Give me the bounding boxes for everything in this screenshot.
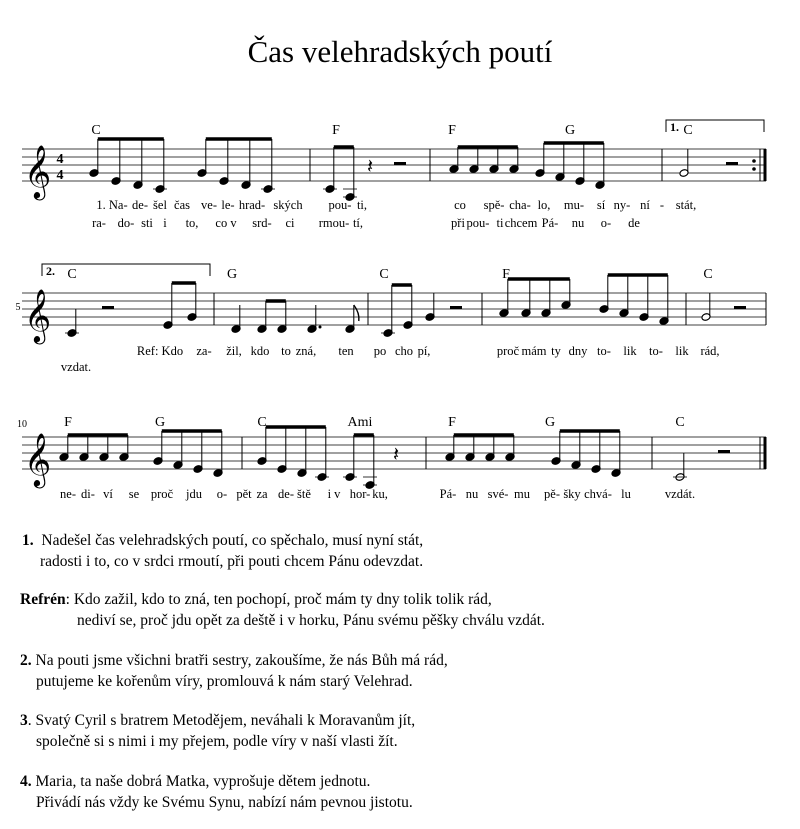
lyric-syllable: -	[659, 198, 665, 212]
lyric-syllable: le-	[221, 198, 235, 212]
lyric-syllable: lo,	[537, 198, 551, 212]
lyric-syllable: chcem	[504, 216, 538, 230]
verse-number: 3.	[20, 712, 32, 729]
lyric-syllable: vzdat.	[60, 360, 92, 374]
lyric-syllable: i	[163, 216, 167, 230]
chord-symbol: F	[332, 123, 340, 138]
verse-line: Svatý Cyril s bratrem Metodějem, neváhali k Moravanům jít,	[35, 712, 416, 729]
lyric-syllable: o-	[600, 216, 612, 230]
lyric-syllable: ště	[297, 487, 311, 501]
lyric-syllable: i v	[327, 487, 341, 501]
volta-number: 1.	[670, 120, 679, 134]
lyric-syllable: ní	[640, 198, 650, 212]
chord-symbol: C	[683, 123, 693, 138]
lyric-syllable: de	[628, 216, 640, 230]
chord-symbol: F	[448, 415, 456, 430]
lyric-syllable: ku,	[372, 487, 388, 501]
chord-symbol: C	[257, 415, 267, 430]
lyric-syllable: hrad-	[238, 198, 266, 212]
lyric-syllable: zná,	[295, 344, 317, 358]
lyric-syllable: to	[281, 344, 291, 358]
lyric-syllable: čas	[174, 198, 190, 212]
lyric-syllable: ten	[338, 344, 354, 358]
verse-line: Přivádí nás vždy ke Svému Synu, nabízí nám pevnou jistotu.	[36, 794, 413, 811]
song-title: Čas velehradských poutí	[247, 34, 553, 69]
lyric-syllable: di-	[81, 487, 95, 501]
lyric-syllable: se	[128, 487, 140, 501]
lyric-syllable: do-	[117, 216, 135, 230]
lyric-syllable: lik	[623, 344, 637, 358]
verse-4	[20, 771, 413, 813]
lyric-syllable: mám	[521, 344, 547, 358]
flag	[354, 305, 359, 321]
lyric-syllable: ve-	[201, 198, 217, 212]
chord-symbol: G	[564, 123, 576, 138]
half-rest	[450, 306, 462, 309]
chord-symbol: C	[703, 267, 713, 282]
lyric-syllable: za	[256, 487, 268, 501]
lyric-syllable: cha-	[509, 198, 531, 212]
lyric-syllable: to-	[649, 344, 663, 358]
lyric-syllable: tí,	[352, 216, 364, 230]
lyric-syllable: pí,	[417, 344, 431, 358]
lyric-syllable: 1. Na-	[96, 198, 128, 212]
treble-clef: 𝄞	[24, 434, 52, 485]
lyric-syllable: hor-	[349, 487, 371, 501]
repeat-dot	[752, 167, 756, 171]
lyric-syllable: co	[454, 198, 466, 212]
verse-line: radosti i to, co v srdci rmoutí, při pouti chcem Pánu odevzdat.	[40, 553, 424, 570]
lyric-syllable: ti	[496, 216, 504, 230]
volta-number: 2.	[46, 264, 55, 278]
lyric-syllable: kdo	[250, 344, 270, 358]
quarter-rest: 𝄽	[366, 156, 374, 178]
lyric-syllable: ví	[103, 487, 113, 501]
chord-symbol: Ami	[347, 415, 373, 430]
lyric-syllable: dny	[568, 344, 588, 358]
lyric-syllable: Pá-	[439, 487, 457, 501]
volta-bracket	[666, 120, 764, 132]
chord-symbol: C	[91, 123, 101, 138]
lyric-syllable: pou-	[328, 198, 352, 212]
lyric-syllable: cho	[394, 344, 414, 358]
lyric-syllable: ti,	[356, 198, 368, 212]
lyric-syllable: šky	[563, 487, 581, 501]
lyric-syllable: nu	[571, 216, 585, 230]
lyric-syllable: to,	[185, 216, 199, 230]
measure-number: 5	[15, 302, 21, 313]
quarter-rest: 𝄽	[392, 444, 400, 466]
lyric-syllable: ny-	[613, 198, 631, 212]
chord-symbol: G	[154, 415, 166, 430]
lyric-syllable: při	[451, 216, 465, 230]
verse-line: Maria, ta naše dobrá Matka, vyprošuje dětem jednotu.	[35, 773, 371, 790]
lyric-syllable: spě-	[483, 198, 505, 212]
treble-clef: 𝄞	[24, 146, 52, 197]
verse-line: Na pouti jsme všichni bratři sestry, zakoušíme, že nás Bůh má rád,	[35, 652, 448, 669]
lyric-syllable: lik	[675, 344, 689, 358]
time-signature: 4	[56, 152, 64, 167]
lyric-syllable: rmou-	[318, 216, 350, 230]
lyric-syllable: ne-	[60, 487, 76, 501]
lyric-syllable: pě-	[544, 487, 560, 501]
lyric-syllable: proč	[150, 487, 174, 501]
lyric-syllable: ci	[285, 216, 295, 230]
lyric-syllable: rád,	[700, 344, 720, 358]
lyric-syllable: své-	[487, 487, 509, 501]
lyric-syllable: de-	[132, 198, 148, 212]
lyric-syllable: sí	[596, 198, 606, 212]
verse-line: společně si s nimi i my přejem, podle víry v naší vlasti žít.	[36, 733, 398, 750]
lyric-syllable: co v	[215, 216, 237, 230]
dot	[319, 326, 322, 329]
chord-symbol: G	[544, 415, 556, 430]
refrain	[20, 589, 545, 631]
lyric-syllable: chvá-	[584, 487, 612, 501]
half-rest	[394, 162, 406, 165]
lyric-syllable: za-	[196, 344, 212, 358]
lyric-syllable: de-	[278, 487, 294, 501]
chord-symbol: C	[675, 415, 685, 430]
treble-clef: 𝄞	[24, 290, 52, 341]
lyric-syllable: Ref: Kdo	[136, 344, 184, 358]
chord-symbol: F	[448, 123, 456, 138]
lyric-syllable: nu	[465, 487, 479, 501]
lyric-syllable: ty	[551, 344, 561, 358]
half-rest	[102, 306, 114, 309]
lyric-syllable: to-	[597, 344, 611, 358]
verse-number: 2.	[20, 652, 32, 669]
measure-number: 10	[17, 419, 27, 430]
chord-symbol: F	[502, 267, 510, 282]
repeat-dot	[752, 159, 756, 163]
refrain-label: Refrén:	[20, 591, 70, 608]
verse-2	[20, 650, 448, 692]
chord-symbol: C	[379, 267, 389, 282]
lyric-syllable: pět	[236, 487, 252, 501]
chord-symbol: C	[67, 267, 77, 282]
lyric-syllable: proč	[496, 344, 520, 358]
verse-1	[22, 530, 423, 572]
lyric-syllable: o-	[216, 487, 228, 501]
lyric-syllable: ských	[273, 198, 303, 212]
chord-symbol: G	[226, 267, 238, 282]
lyric-syllable: žil,	[226, 344, 242, 358]
time-signature: 4	[56, 168, 64, 183]
lyric-syllable: mu-	[563, 198, 585, 212]
lyric-syllable: jdu	[186, 487, 202, 501]
half-rest	[734, 306, 746, 309]
lyric-syllable: mu	[514, 487, 530, 501]
lyric-syllable: srd-	[252, 216, 272, 230]
chord-symbol: F	[64, 415, 72, 430]
lyric-syllable: ra-	[92, 216, 106, 230]
lyric-syllable: po	[373, 344, 387, 358]
verse-line: Nadešel čas velehradských poutí, co spěchalo, musí nyní stát,	[41, 532, 424, 549]
verse-number: 1.	[22, 532, 34, 549]
half-rest	[718, 450, 730, 453]
lyric-syllable: vzdát.	[664, 487, 696, 501]
verse-number: 4.	[20, 773, 32, 790]
lyric-syllable: Pá-	[541, 216, 559, 230]
half-rest	[726, 162, 738, 165]
lyric-syllable: šel	[153, 198, 167, 212]
lyric-syllable: sti	[141, 216, 153, 230]
verse-line: putujeme ke kořenům víry, promlouvá k nám starý Velehrad.	[36, 673, 413, 690]
verse-3	[20, 710, 415, 752]
verse-line: nediví se, proč jdu opět za deště i v horku, Pánu svému pěšky chválu vzdát.	[77, 612, 545, 629]
verse-line: Kdo zažil, kdo to zná, ten pochopí, proč mám ty dny tolik tolik rád,	[73, 591, 492, 608]
lyric-syllable: pou-	[466, 216, 490, 230]
lyric-syllable: stát,	[675, 198, 697, 212]
lyric-syllable: lu	[621, 487, 631, 501]
